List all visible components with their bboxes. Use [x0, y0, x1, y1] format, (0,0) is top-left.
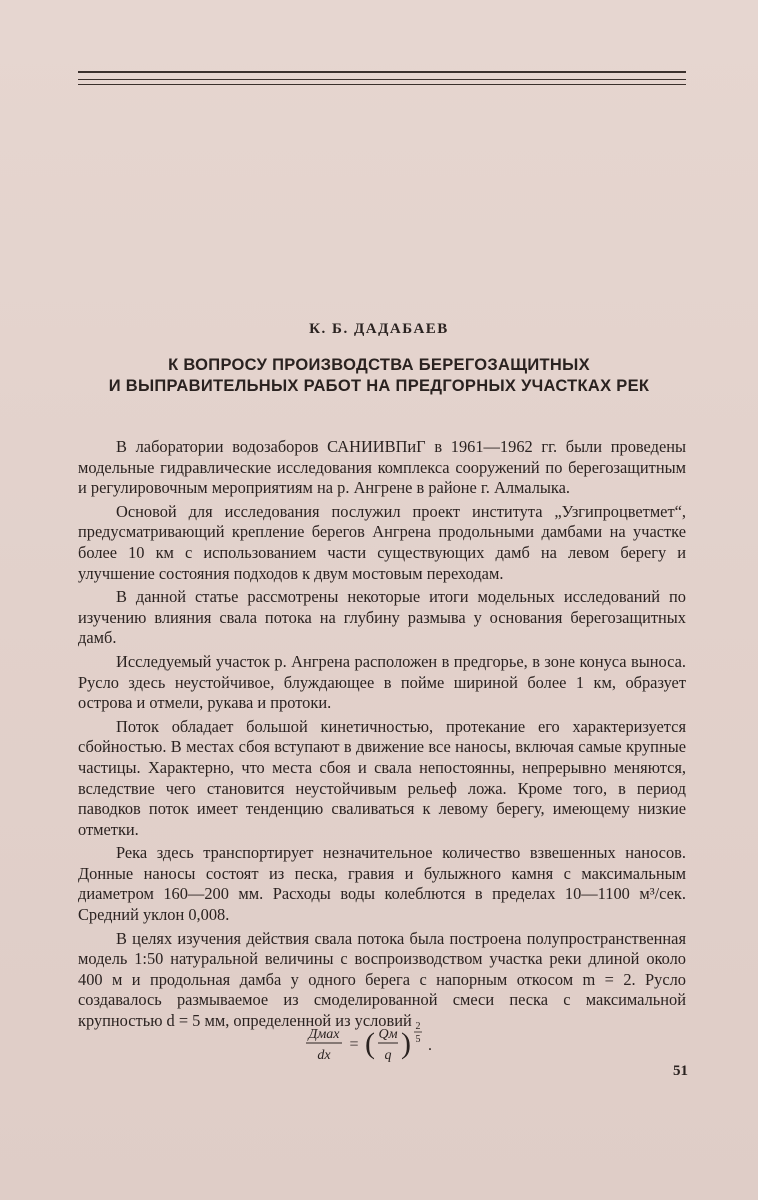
formula-graphic	[304, 1020, 454, 1070]
header-rule-thin	[78, 84, 686, 85]
paragraph: В лаборатории водозаборов САНИИВПиГ в 1961—1962 гг. были проведены модельные гидравлические исследования комплекса сооружений по берегозащитным и регулировочным мероприятиям на р. Ангрене в районе г. Алмалыка.	[78, 437, 686, 498]
paragraph: Основой для исследования послужил проект института „Узгипроцветмет“, предусматривающий крепление берегов Ангрена продольными дамбами на участке более 10 км с использованием части существующих дамб на левом берегу и улучшение состояния подходов к двум мостовым переходам.	[78, 501, 686, 583]
paragraph: Река здесь транспортирует незначительное количество взвешенных наносов. Донные наносы состоят из песка, гравия и булыжного камня с максимальным диаметром 160—200 мм. Расходы воды колеблются в пределах 10—1100 м³/сек. Средний уклон 0,008.	[78, 843, 686, 925]
article-body	[78, 437, 686, 1035]
formula-lhs-denominator: dх	[317, 1048, 331, 1063]
article-title	[40, 355, 718, 397]
formula-exponent-denominator: 5	[415, 1034, 421, 1045]
paragraph: Поток обладает большой кинетичностью, протекание его характеризуется сбойностью. В местах сбоя вступают в движение все наносы, включая самые крупные частицы. Характерно, что места сбоя и свала непостоянны, непрерывно меняются, вследствие чего становится неустойчивым рельеф ложа. Кроме того, в период паводков поток имеет тенденцию сваливаться к левому берегу, имеющему низкие отметки.	[78, 716, 686, 839]
formula-equals: =	[349, 1036, 359, 1053]
paragraph: В данной статье рассмотрены некоторые итоги модельных исследований по изучению влияния свала потока на глубину размыва у основания берегозащитных дамб.	[78, 587, 686, 648]
formula-rhs-denominator: q	[384, 1048, 392, 1063]
article-author: К. Б. ДАДАБАЕВ	[309, 321, 449, 337]
paragraph: В целях изучения действия свала потока была построена полупространственная модель 1:50 натуральной величины с воспроизводством участка реки длиной около 400 м и продольная дамба у одного берега с напорным откосом m = 2. Русло создавалось размываемое из смоделированной смеси песка с максимальной крупностью d = 5 мм, определенной из условий	[78, 928, 686, 1031]
formula-lhs-numerator: Дмах	[308, 1027, 340, 1042]
formula	[0, 1020, 758, 1075]
formula-paren-right: )	[401, 1027, 411, 1060]
formula-period: .	[428, 1037, 432, 1054]
page-number: 51	[673, 1063, 688, 1079]
paragraph: Исследуемый участок р. Ангрена расположен в предгорье, в зоне конуса выноса. Русло здесь неустойчивое, блуждающее в пойме шириной более 1 км, образует острова и отмели, рукава и протоки.	[78, 651, 686, 713]
formula-paren-left: (	[365, 1027, 375, 1060]
header-rule-thick	[78, 71, 686, 73]
article-title-line-2: И ВЫПРАВИТЕЛЬНЫХ РАБОТ НА ПРЕДГОРНЫХ УЧАСТКАХ РЕК	[108, 377, 650, 395]
article-title-line-1: К ВОПРОСУ ПРОИЗВОДСТВА БЕРЕГОЗАЩИТНЫХ	[168, 356, 590, 374]
header-rule-thin	[78, 79, 686, 80]
formula-exponent-numerator: 2	[415, 1021, 421, 1032]
formula-rhs-numerator: Qм	[378, 1027, 398, 1042]
